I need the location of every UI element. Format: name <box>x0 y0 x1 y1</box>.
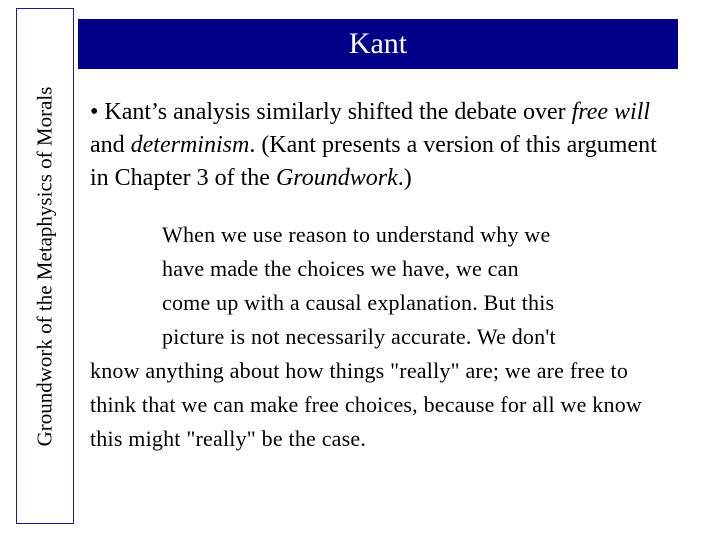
quote-paragraph <box>90 218 676 456</box>
sidebar-vertical-title: Groundwork of the Metaphysics of Morals <box>32 86 57 446</box>
quote-line-3: come up with a causal explanation. But this <box>162 290 555 315</box>
sidebar-box <box>16 8 74 524</box>
bullet-text-4: .) <box>397 165 412 191</box>
slide-title: Kant <box>348 27 408 60</box>
bullet-text-2: and <box>90 132 131 158</box>
bullet-term-free-will: free will <box>571 99 651 125</box>
bullet-text-1: Kant’s analysis similarly shifted the debate over <box>98 99 572 125</box>
quote-line-2: have made the choices we have, we can <box>162 256 519 281</box>
bullet-marker: • <box>90 99 99 125</box>
bullet-paragraph <box>90 96 676 195</box>
quote-line-4: picture is not necessarily accurate. We don't <box>162 324 556 349</box>
slide-title-bar <box>78 19 678 69</box>
bullet-text-3: . (Kant presents a version of this argument in Chapter 3 of the <box>90 132 657 191</box>
bullet-term-determinism: determinism <box>130 132 250 158</box>
quote-line-1: When we use reason to understand why we <box>162 222 551 247</box>
bullet-term-groundwork: Groundwork <box>275 165 398 191</box>
quote-rest: know anything about how things "really" are; we are free to think that we can make free choices, because for all we know this might "really" be the case. <box>90 358 642 451</box>
